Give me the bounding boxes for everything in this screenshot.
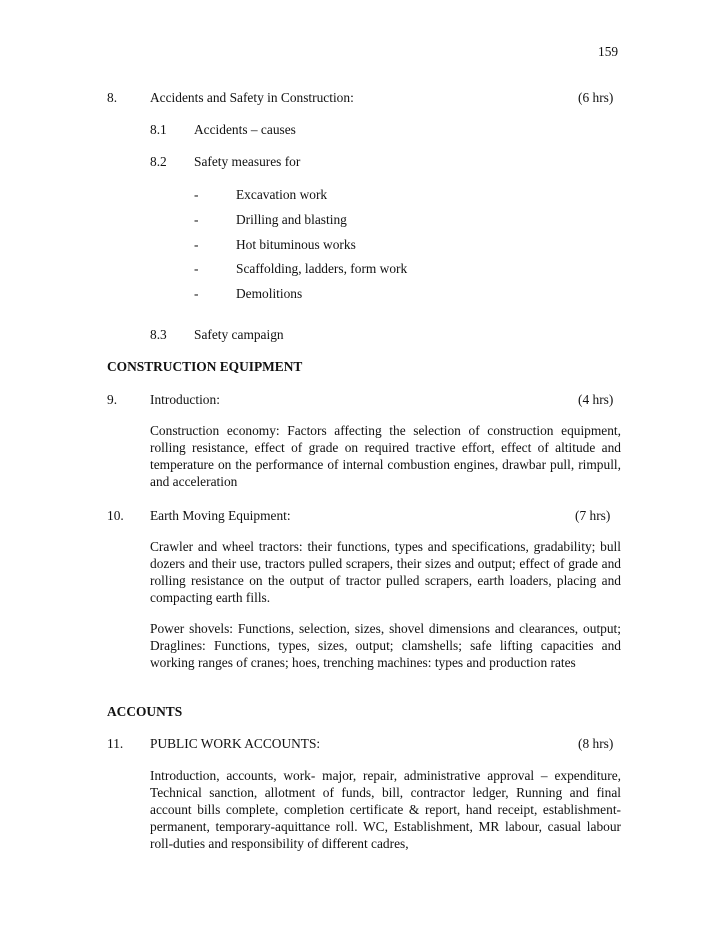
section-9-paragraph (150, 422, 621, 490)
bullet-dash: - (194, 237, 199, 252)
section-8-number: 8. (107, 90, 118, 105)
bullet-item: Scaffolding, ladders, form work (236, 261, 408, 276)
bullet-item: Excavation work (236, 187, 328, 202)
section-10-paragraph-2 (150, 620, 621, 671)
paragraph-text: Power shovels: Functions, selection, sizes, shovel dimensions and clearances, output; Draglines: Functions, types, sizes, output; clamshells; safe lifting capacities and working ranges of cranes; hoes, trenching machines: types and production rates (150, 621, 621, 670)
section-10-number: 10. (107, 508, 124, 523)
subsection-8-1-number: 8.1 (150, 122, 167, 137)
section-8-title: Accidents and Safety in Construction: (150, 90, 354, 105)
section-9-number: 9. (107, 392, 118, 407)
subsection-8-3-title: Safety campaign (194, 327, 284, 342)
bullet-dash: - (194, 261, 199, 276)
bullet-item: Demolitions (236, 286, 303, 301)
section-11-hours: (8 hrs) (578, 736, 614, 751)
section-11-title: PUBLIC WORK ACCOUNTS: (150, 736, 321, 751)
subsection-8-3-number: 8.3 (150, 327, 167, 342)
bullet-item: Drilling and blasting (236, 212, 347, 227)
section-8-hours: (6 hrs) (578, 90, 614, 105)
bullet-dash: - (194, 212, 199, 227)
bullet-dash: - (194, 286, 199, 301)
subsection-8-1-title: Accidents – causes (194, 122, 296, 137)
paragraph-text: Crawler and wheel tractors: their functions, types and specifications, gradability; bull dozers and their use, tractors pulled scrapers, their sizes and output; effect of grade and rolling resistance on the output of tractor pulled scrapers, earth loaders, placing and compacting earth fills. (150, 539, 621, 605)
paragraph-text: Introduction, accounts, work- major, repair, administrative approval – expenditure, Technical sanction, allotment of funds, bill, contractor ledger, Running and final account bills complete, completion certificate & report, hand receipt, establishment-permanent, temporary-aquittance roll. WC, Establishment, MR labour, casual labour roll-duties and responsibility of different cadres, (150, 768, 621, 851)
section-10-hours: (7 hrs) (575, 508, 611, 523)
section-10-title: Earth Moving Equipment: (150, 508, 291, 523)
paragraph-text: Construction economy: Factors affecting the selection of construction equipment, rolling resistance, effect of grade on required tractive effort, effect of altitude and temperature on the performance of internal combustion engines, drawbar pull, rimpull, and acceleration (150, 423, 621, 489)
heading-accounts: ACCOUNTS (107, 704, 183, 719)
subsection-8-2-title: Safety measures for (194, 154, 301, 169)
bullet-dash: - (194, 187, 199, 202)
section-11-number: 11. (107, 736, 124, 751)
heading-construction-equipment: CONSTRUCTION EQUIPMENT (107, 359, 303, 374)
section-10-paragraph-1 (150, 538, 621, 606)
section-11-paragraph (150, 767, 621, 852)
subsection-8-2-number: 8.2 (150, 154, 167, 169)
section-9-hours: (4 hrs) (578, 392, 614, 407)
section-9-title: Introduction: (150, 392, 220, 407)
bullet-item: Hot bituminous works (236, 237, 356, 252)
page-number: 159 (598, 44, 619, 59)
